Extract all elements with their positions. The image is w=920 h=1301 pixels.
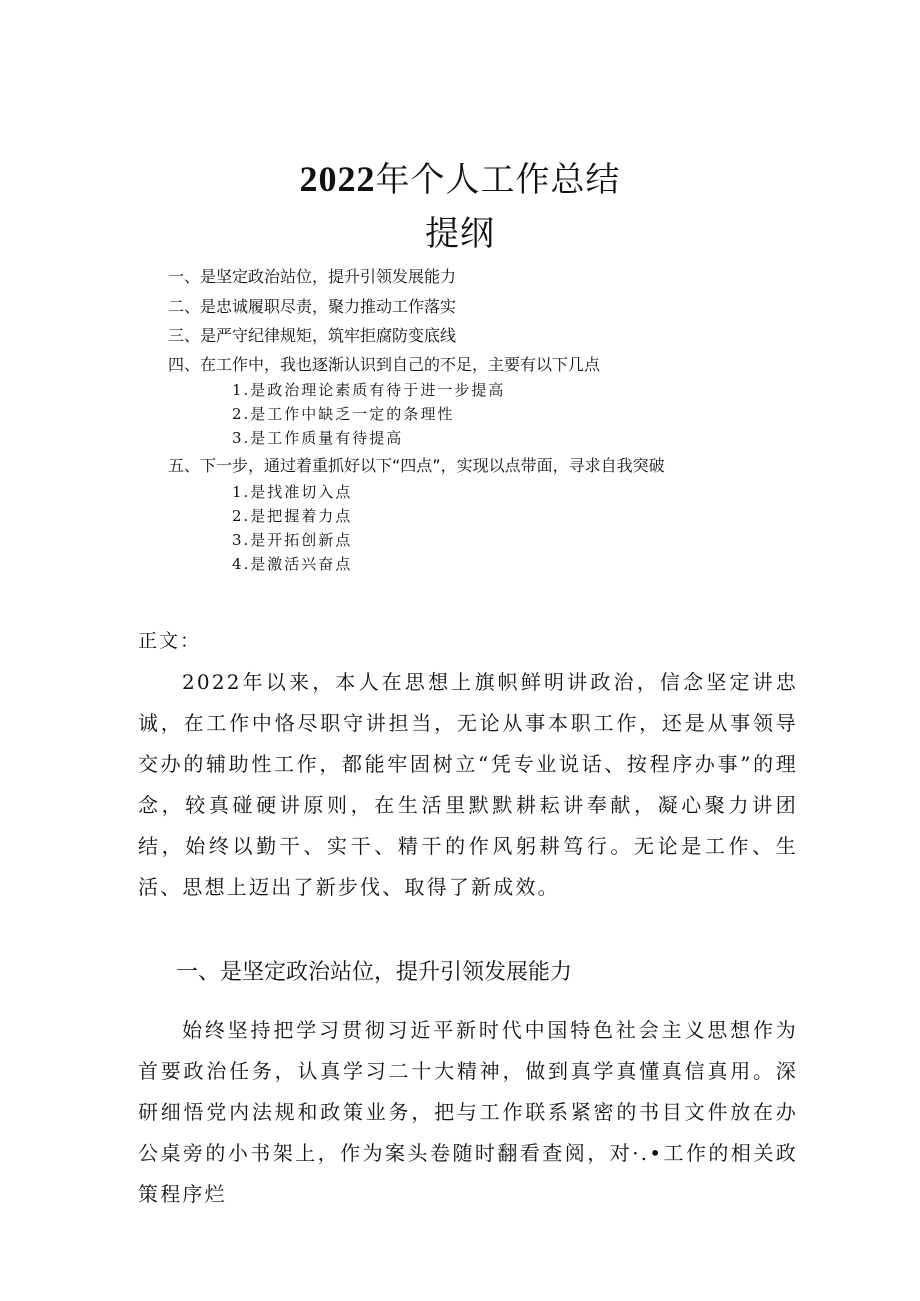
section-1-heading: 一、是坚定政治站位，提升引领发展能力 [176,960,573,985]
outline-item-5: 五、下一步，通过着重抓好以下“四点”，实现以点带面，寻求自我突破 [168,456,665,475]
outline-item-3: 三、是严守纪律规矩，筑牢拒腐防变底线 [168,326,457,345]
outline-4-sub-1: 1.是政治理论素质有待于进一步提高 [232,381,506,399]
outline-4-sub-2: 2.是工作中缺乏一定的条理性 [232,405,455,423]
outline-item-2: 二、是忠诚履职尽责，聚力推动工作落实 [168,297,457,316]
outline-5-sub-4: 4.是激活兴奋点 [232,555,353,573]
body-label: 正文： [138,630,202,652]
outline-5-sub-3: 3.是开拓创新点 [232,531,353,549]
outline-5-sub-1: 1.是找准切入点 [232,483,353,501]
title-text: 年个人工作总结 [375,160,621,200]
intro-paragraph: 2022年以来，本人在思想上旗帜鲜明讲政治，信念坚定讲忠诚，在工作中恪尽职守讲担当，无论从事本职工作，还是从事领导交办的辅助性工作，都能牢固树立“凭专业说话、按程序办事”的理念，较真碰硬讲原则，在生活里默默耕耘讲奉献，凝心聚力讲团结，始终以勤干、实干、精干的作风躬耕笃行。无论是工作、生活、思想上迈出了新步伐、取得了新成效。 [138,670,798,899]
title-year: 2022 [299,159,376,199]
section-1-paragraph: 始终坚持把学习贯彻习近平新时代中国特色社会主义思想作为首要政治任务，认真学习二十大精神，做到真学真懂真信真用。深研细悟党内法规和政策业务，把与工作联系紧密的书目文件放在办公桌旁的小书架上，作为案头卷随时翻看查阅，对·.•工作的相关政策程序烂 [138,1018,798,1206]
document-subtitle: 提纲 [425,214,495,254]
outline-item-1: 一、是坚定政治站位，提升引领发展能力 [168,267,457,286]
outline-5-sub-2: 2.是把握着力点 [232,507,353,525]
outline-4-sub-3: 3.是工作质量有待提高 [232,429,404,447]
outline-item-4: 四、在工作中，我也逐渐认识到自己的不足，主要有以下几点 [168,355,601,374]
document-title [0,152,920,201]
